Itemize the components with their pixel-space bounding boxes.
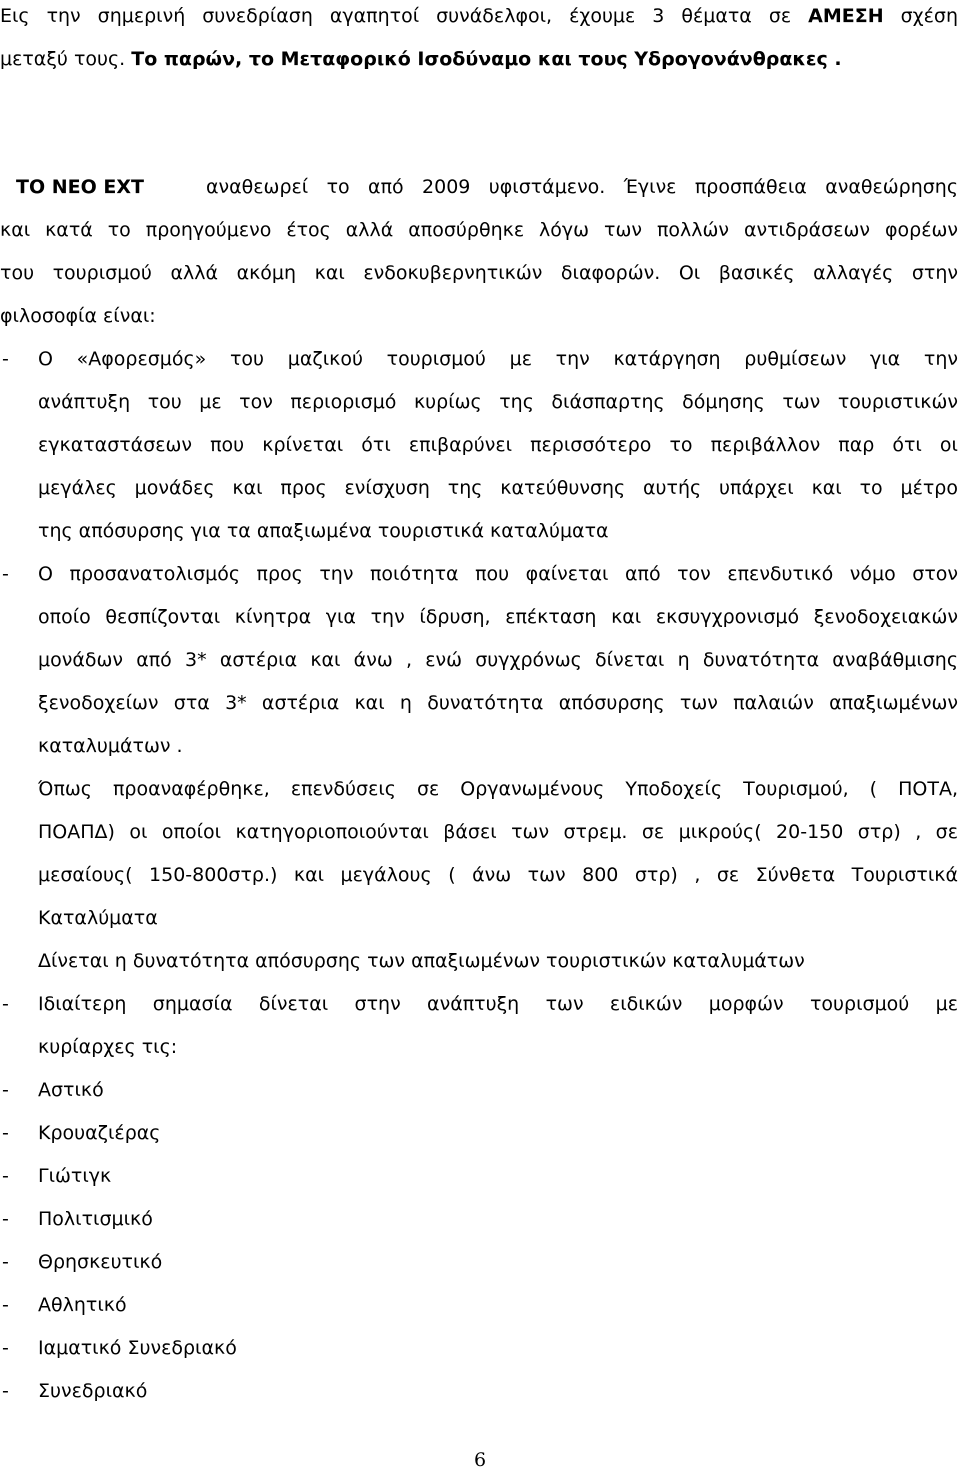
form-item: Πολιτισμικό (38, 1208, 153, 1230)
item3-line-2: κυρίαρχες τις: (38, 1036, 178, 1058)
intro-text: Εις την σημερινή συνεδρίαση αγαπητοί συνάδελφοι, έχουμε 3 θέματα σε (0, 5, 809, 27)
list-dash: - (2, 1208, 9, 1230)
intro-text: μεταξύ τους. (0, 48, 132, 70)
item1-line-5: της απόσυρσης για τα απαξιωμένα τουριστικά καταλύματα (38, 520, 609, 542)
item2-line-6: Όπως προαναφέρθηκε, επενδύσεις σε Οργανωμένους Υποδοχείς Τουρισμού, ( ΠΟΤΑ, (38, 778, 958, 800)
item1-line-3: εγκαταστάσεων που κρίνεται ότι επιβαρύνει περισσότερο το περιβάλλον παρ ότι οι (38, 434, 958, 456)
intro-bold-topics: Το παρών, το Μεταφορικό Ισοδύναμο και τους Υδρογονάνθρακες . (131, 48, 842, 70)
intro-line-2 (0, 47, 958, 71)
list-dash: - (2, 1122, 9, 1144)
list-dash: - (2, 348, 9, 370)
form-item: Ιαματικό Συνεδριακό (38, 1337, 237, 1359)
list-dash: - (2, 1079, 9, 1101)
item2-line-1: Ο προσανατολισμός προς την ποιότητα που φαίνεται από τον επενδυτικό νόμο στον (38, 563, 958, 585)
intro-line-1 (0, 4, 958, 28)
nea-ext-line-1 (16, 175, 958, 199)
nea-ext-line-4: φιλοσοφία είναι: (0, 305, 156, 327)
list-dash: - (2, 1380, 9, 1402)
item2-line-2: οποίο θεσπίζονται κίνητρα για την ίδρυση, επέκταση και εκσυγχρονισμό ξενοδοχειακών (38, 606, 958, 628)
form-item: Αθλητικό (38, 1294, 127, 1316)
item2-line-8: μεσαίους( 150-800στρ.) και μεγάλους ( άνω των 800 στρ) , σε Σύνθετα Τουριστικά (38, 864, 958, 886)
nea-ext-heading: ΤΟ ΝΕΟ ΕΧΤ (16, 176, 144, 198)
item1-line-1: Ο «Αφορεσμός» του μαζικού τουρισμού με την κατάργηση ρυθμίσεων για την (38, 348, 958, 370)
form-item: Θρησκευτικό (38, 1251, 163, 1273)
nea-ext-line-3: του τουρισμού αλλά ακόμη και ενδοκυβερνητικών διαφορών. Οι βασικές αλλαγές στην (0, 262, 958, 284)
item1-line-2: ανάπτυξη του με τον περιορισμό κυρίως της διάσπαρτης δόμησης των τουριστικών (38, 391, 958, 413)
nea-ext-line-2: και κατά το προηγούμενο έτος αλλά αποσύρθηκε λόγω των πολλών αντιδράσεων φορέων (0, 219, 958, 241)
list-dash: - (2, 993, 9, 1015)
list-dash: - (2, 563, 9, 585)
intro-bold-amesi: ΑΜΕΣΗ (808, 5, 884, 27)
page-number: 6 (473, 1449, 487, 1471)
intro-text: σχέση (883, 5, 958, 27)
item2-line-9: Καταλύματα (38, 907, 158, 929)
nea-ext-text: αναθεωρεί το από 2009 υφιστάμενο. Έγινε προσπάθεια αναθεώρησης (206, 176, 958, 198)
list-dash: - (2, 1337, 9, 1359)
item2-line-10: Δίνεται η δυνατότητα απόσυρσης των απαξιωμένων τουριστικών καταλυμάτων (38, 950, 805, 972)
form-item: Αστικό (38, 1079, 104, 1101)
list-dash: - (2, 1294, 9, 1316)
form-item: Κρουαζιέρας (38, 1122, 161, 1144)
item2-line-4: ξενοδοχείων στα 3* αστέρια και η δυνατότητα απόσυρσης των παλαιών απαξιωμένων (38, 692, 958, 714)
form-item: Συνεδριακό (38, 1380, 148, 1402)
item2-line-3: μονάδων από 3* αστέρια και άνω , ενώ συγχρόνως δίνεται η δυνατότητα αναβάθμισης (38, 649, 958, 671)
list-dash: - (2, 1251, 9, 1273)
item3-line-1: Ιδιαίτερη σημασία δίνεται στην ανάπτυξη των ειδικών μορφών τουρισμού με (38, 993, 958, 1015)
item2-line-7: ΠΟΑΠΔ) οι οποίοι κατηγοριοποιούνται βάσει των στρεμ. σε μικρούς( 20-150 στρ) , σε (38, 821, 958, 843)
item1-line-4: μεγάλες μονάδες και προς ενίσχυση της κατεύθυνσης αυτής υπάρχει και το μέτρο (38, 477, 958, 499)
list-dash: - (2, 1165, 9, 1187)
form-item: Γιώτιγκ (38, 1165, 112, 1187)
item2-line-5: καταλυμάτων . (38, 735, 183, 757)
